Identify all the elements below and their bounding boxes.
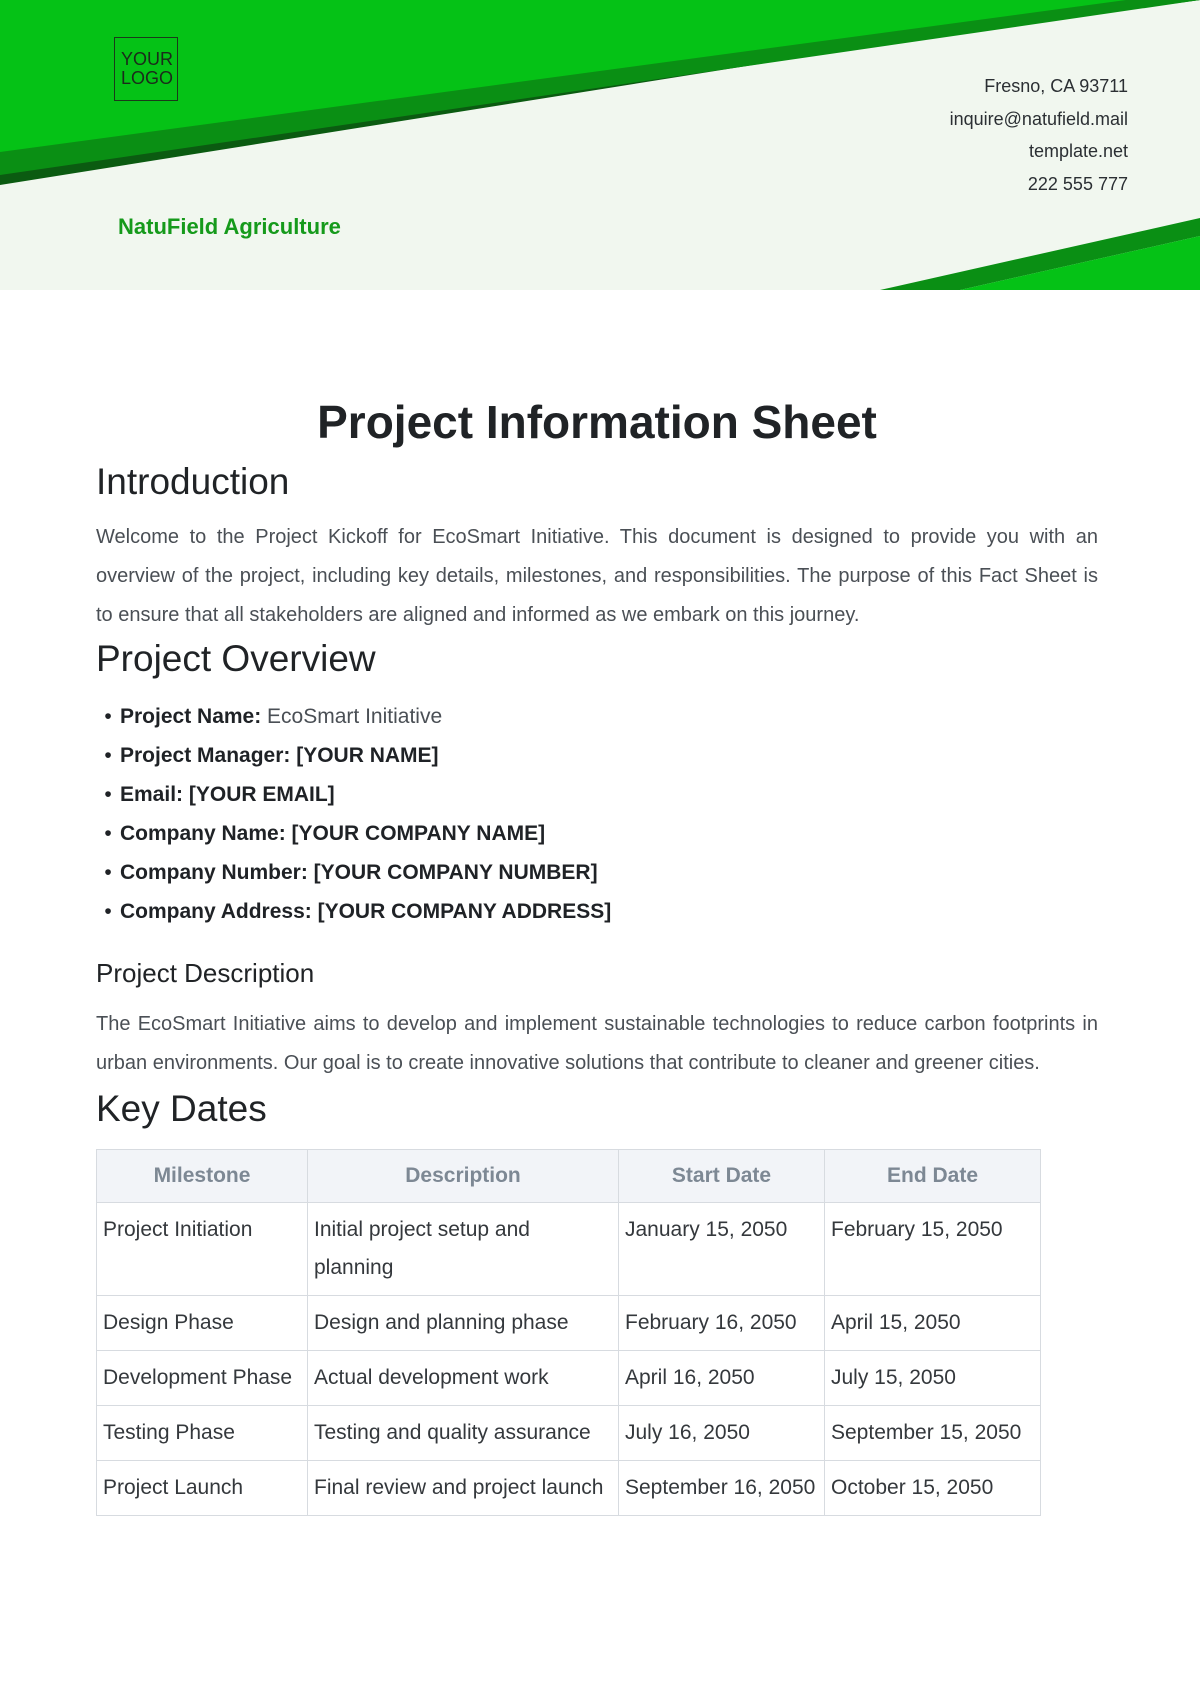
cell-milestone: Testing Phase	[97, 1406, 308, 1461]
cell-description: Actual development work	[308, 1351, 619, 1406]
list-item: • Company Name: [YOUR COMPANY NAME]	[104, 822, 546, 845]
logo-line-1: YOUR	[121, 49, 174, 69]
cell-description: Final review and project launch	[308, 1461, 619, 1516]
key-dates-heading: Key Dates	[96, 1088, 267, 1129]
list-item: • Company Address: [YOUR COMPANY ADDRESS]	[104, 900, 612, 923]
cell-end-date: October 15, 2050	[825, 1461, 1041, 1516]
column-header-end-date: End Date	[825, 1150, 1041, 1203]
table-row	[97, 1203, 1041, 1296]
cell-description: Testing and quality assurance	[308, 1406, 619, 1461]
cell-end-date: February 15, 2050	[825, 1203, 1041, 1296]
cell-description: Initial project setup and planning	[308, 1203, 619, 1296]
cell-milestone: Project Launch	[97, 1461, 308, 1516]
logo-line-2: LOGO	[121, 68, 174, 88]
table-row	[97, 1296, 1041, 1351]
table-header-row	[97, 1150, 1041, 1203]
letterhead	[0, 0, 1200, 290]
company-name: NatuField Agriculture	[118, 214, 341, 239]
cell-end-date: July 15, 2050	[825, 1351, 1041, 1406]
contact-website[interactable]: template.net	[1028, 141, 1128, 161]
cell-start-date: January 15, 2050	[619, 1203, 825, 1296]
column-header-description: Description	[308, 1150, 619, 1203]
cell-end-date: September 15, 2050	[825, 1406, 1041, 1461]
list-item: • Company Number: [YOUR COMPANY NUMBER]	[104, 861, 598, 884]
intro-text: Welcome to the Project Kickoff for EcoSmart Initiative. This document is designed to provide you with an overview of the project, including key details, milestones, and responsibilities. The purpose of this Fact Sheet is to ensure that all stakeholders are aligned and informed as we embark on this journey.	[96, 526, 1098, 626]
table-row	[97, 1461, 1041, 1516]
column-header-milestone: Milestone	[97, 1150, 308, 1203]
cell-milestone: Project Initiation	[97, 1203, 308, 1296]
table-row	[97, 1406, 1041, 1461]
list-item: • Project Name: EcoSmart Initiative	[104, 705, 443, 728]
key-dates-table	[96, 1149, 1041, 1516]
cell-start-date: April 16, 2050	[619, 1351, 825, 1406]
company-logo	[114, 37, 178, 101]
list-item: • Project Manager: [YOUR NAME]	[104, 744, 439, 767]
cell-start-date: July 16, 2050	[619, 1406, 825, 1461]
column-header-start-date: Start Date	[619, 1150, 825, 1203]
overview-heading: Project Overview	[96, 638, 376, 679]
cell-milestone: Design Phase	[97, 1296, 308, 1351]
document-body	[96, 390, 1098, 1516]
cell-description: Design and planning phase	[308, 1296, 619, 1351]
intro-heading: Introduction	[96, 461, 290, 502]
overview-list	[96, 697, 1098, 931]
cell-end-date: April 15, 2050	[825, 1296, 1041, 1351]
contact-block	[950, 70, 1128, 200]
cell-start-date: September 16, 2050	[619, 1461, 825, 1516]
description-text: The EcoSmart Initiative aims to develop and implement sustainable technologies to reduce carbon footprints in urban environments. Our goal is to create innovative solutions that contribute to cleaner and greener cities.	[96, 1013, 1098, 1074]
cell-start-date: February 16, 2050	[619, 1296, 825, 1351]
table-row	[97, 1351, 1041, 1406]
contact-email[interactable]: inquire@natufield.mail	[949, 108, 1128, 129]
contact-address: Fresno, CA 93711	[984, 76, 1128, 96]
cell-milestone: Development Phase	[97, 1351, 308, 1406]
page-title: Project Information Sheet	[317, 396, 877, 448]
contact-phone: 222 555 777	[1027, 173, 1128, 194]
description-heading: Project Description	[96, 958, 315, 988]
list-item: • Email: [YOUR EMAIL]	[104, 783, 335, 806]
